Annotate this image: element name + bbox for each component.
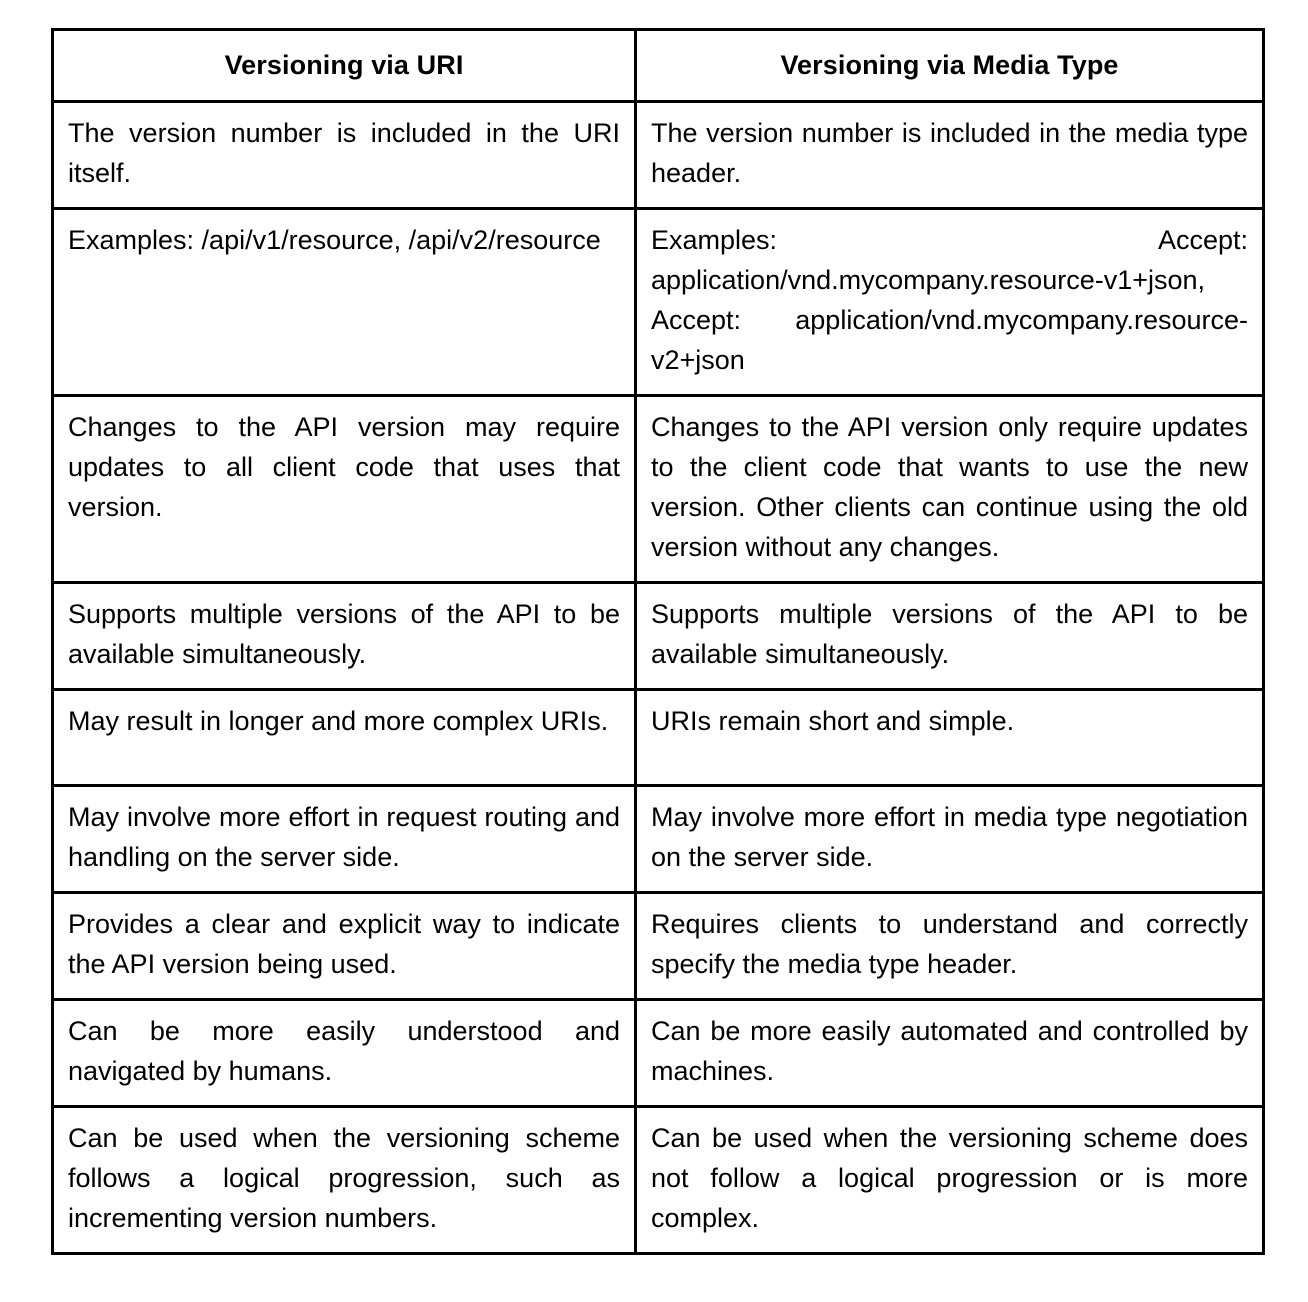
cell-text: URIs remain short and simple.	[651, 706, 1015, 736]
table-row	[53, 209, 1264, 396]
cell-media-type	[636, 396, 1264, 583]
table-row	[53, 1107, 1264, 1254]
cell-text: May involve more effort in media type negotiation on the server side.	[651, 802, 1248, 872]
table-row	[53, 583, 1264, 690]
cell-media-type	[636, 1107, 1264, 1254]
cell-media-type	[636, 786, 1264, 893]
cell-uri	[53, 690, 636, 786]
table-row	[53, 1000, 1264, 1107]
cell-text: Can be used when the versioning scheme does not follow a logical progression or is more complex.	[651, 1123, 1248, 1233]
cell-uri	[53, 786, 636, 893]
cell-text: Changes to the API version only require updates to the client code that wants to use the new version. Other clients can continue using the old version without any changes.	[651, 412, 1248, 562]
cell-media-type	[636, 893, 1264, 1000]
cell-media-type	[636, 690, 1264, 786]
cell-uri	[53, 893, 636, 1000]
table-row	[53, 786, 1264, 893]
cell-uri	[53, 396, 636, 583]
cell-text: Can be more easily automated and controlled by machines.	[651, 1016, 1248, 1086]
cell-media-type	[636, 583, 1264, 690]
cell-uri	[53, 102, 636, 209]
cell-text: Provides a clear and explicit way to indicate the API version being used.	[68, 909, 620, 979]
cell-text: May involve more effort in request routing and handling on the server side.	[68, 802, 620, 872]
table-body	[53, 102, 1264, 1254]
cell-uri	[53, 1000, 636, 1107]
table-row	[53, 893, 1264, 1000]
cell-text: Changes to the API version may require updates to all client code that uses that version.	[68, 412, 620, 522]
cell-text: The version number is included in the URI itself.	[68, 118, 620, 188]
cell-text: Examples: /api/v1/resource, /api/v2/resource	[68, 225, 601, 255]
cell-text: Supports multiple versions of the API to be available simultaneously.	[68, 599, 620, 669]
cell-text: May result in longer and more complex URIs.	[68, 706, 609, 736]
cell-uri	[53, 209, 636, 396]
cell-text: Can be used when the versioning scheme follows a logical progression, such as incrementing version numbers.	[68, 1123, 620, 1233]
cell-uri	[53, 583, 636, 690]
cell-media-type	[636, 209, 1264, 396]
table-header-row	[53, 30, 1264, 102]
cell-media-type	[636, 1000, 1264, 1107]
cell-text: The version number is included in the media type header.	[651, 118, 1248, 188]
table-row	[53, 102, 1264, 209]
cell-media-type	[636, 102, 1264, 209]
cell-text: Can be more easily understood and navigated by humans.	[68, 1016, 620, 1086]
column-header-versioning-via-media-type: Versioning via Media Type	[636, 30, 1264, 102]
cell-text: Supports multiple versions of the API to be available simultaneously.	[651, 599, 1248, 669]
table-header	[53, 30, 1264, 102]
cell-text: Examples: Accept: application/vnd.mycompany.resource-v1+json, Accept: application/vnd.mycompany.resource-v2+json	[651, 225, 1248, 375]
table-row	[53, 396, 1264, 583]
cell-uri	[53, 1107, 636, 1254]
cell-text: Requires clients to understand and correctly specify the media type header.	[651, 909, 1248, 979]
comparison-table	[51, 28, 1265, 1255]
column-header-versioning-via-uri: Versioning via URI	[53, 30, 636, 102]
table-row	[53, 690, 1264, 786]
